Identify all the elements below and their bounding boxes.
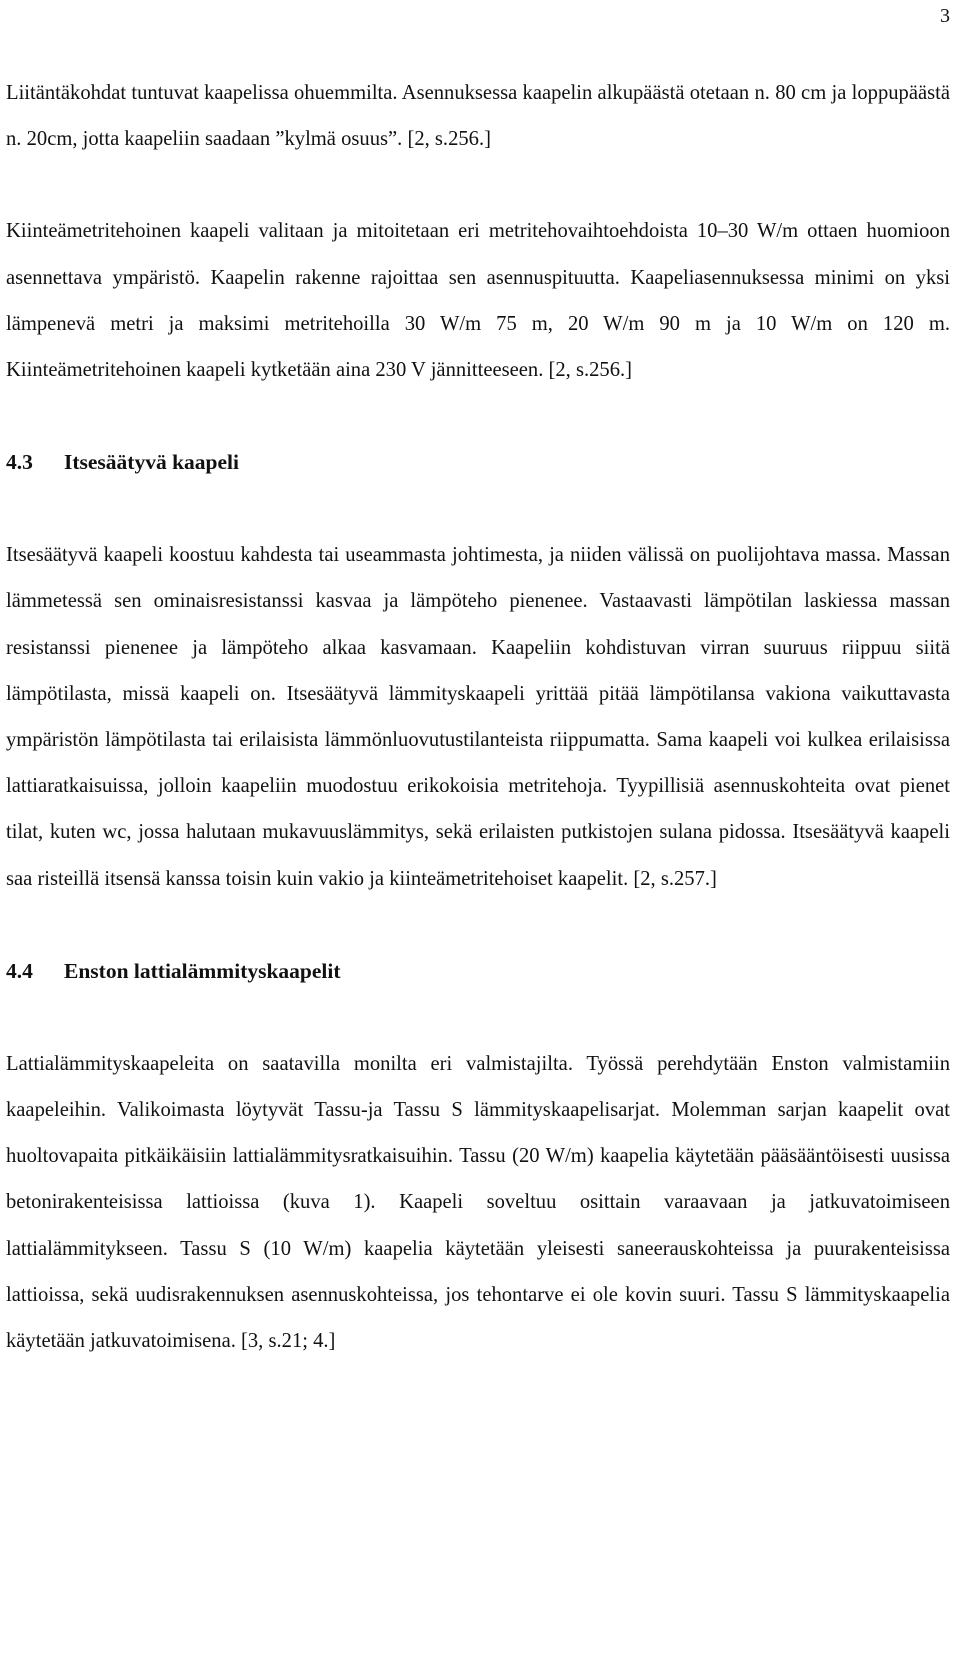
paragraph-cable-connections: Liitäntäkohdat tuntuvat kaapelissa ohuemmilta. Asennuksessa kaapelin alkupäästä otetaan n. 80 cm ja loppupäästä n. 20cm, jotta kaapeliin saadaan ”kylmä osuus”. [2, s.256.] [6, 82, 950, 151]
paragraph-fixed-power-cable: Kiinteämetritehoinen kaapeli valitaan ja mitoitetaan eri metritehovaihtoehdoista 10–30 W/m ottaen huomioon asennettava ympäristö. Kaapelin rakenne rajoittaa sen asennuspituutta. Kaapeliasennuksessa minimi on yksi lämpenevä metri ja maksimi metritehoilla 30 W/m 75 m, 20 W/m 90 m ja 10 W/m on 120 m. Kiinteämetritehoinen kaapeli kytketään aina 230 V jännitteeseen. [2, s.256.] [6, 220, 950, 382]
page-number: 3 [940, 5, 950, 27]
section-title: Enston lattialämmityskaapelit [64, 958, 341, 983]
section-heading-4-3 [6, 439, 950, 485]
section-number: 4.4 [6, 958, 33, 983]
paragraph-spacer [6, 902, 950, 948]
paragraph-spacer [6, 162, 950, 208]
paragraph-ensto-cables: Lattialämmityskaapeleita on saatavilla monilta eri valmistajilta. Työssä perehdytään Enston valmistamiin kaapeleihin. Valikoimasta löytyvät Tassu-ja Tassu S lämmityskaapelisarjat. Molemman sarjan kaapelit ovat huoltovapaita pitkäikäisiin lattialämmitysratkaisuihin. Tassu (20 W/m) kaapelia käytetään pääsääntöisesti uusissa betonirakenteisissa lattioissa (kuva 1). Kaapeli soveltuu osittain varaavaan ja jatkuvatoimiseen lattialämmitykseen. Tassu S (10 W/m) kaapelia käytetään yleisesti saneerauskohteissa ja puurakenteisissa lattioissa, sekä uudisrakennuksen asennuskohteissa, jos tehontarve ei ole kovin suuri. Tassu S lämmityskaapelia käytetään jatkuvatoimisena. [3, s.21; 4.] [6, 1052, 950, 1353]
paragraph-spacer [6, 393, 950, 439]
section-number: 4.3 [6, 450, 33, 475]
heading-spacer [6, 485, 950, 532]
section-heading-4-4 [6, 948, 950, 994]
section-title: Itsesäätyvä kaapeli [64, 450, 239, 475]
heading-spacer [6, 994, 950, 1041]
paragraph-self-regulating-cable: Itsesäätyvä kaapeli koostuu kahdesta tai useammasta johtimesta, ja niiden välissä on puolijohtava massa. Massan lämmetessä sen ominaisresistanssi kasvaa ja lämpöteho pienenee. Vastaavasti lämpötilan laskiessa massan resistanssi pienenee ja lämpöteho alkaa kasvamaan. Kaapeliin kohdistuvan virran suuruus riippuu siitä lämpötilasta, missä kaapeli on. Itsesäätyvä lämmityskaapeli yrittää pitää lämpötilansa vakiona vaikuttavasta ympäristön lämpötilasta tai erilaisista lämmönluovutustilanteista riippumatta. Sama kaapeli voi kulkea erilaisissa lattiaratkaisuissa, jolloin kaapeliin muodostuu erikokoisia metritehoja. Tyypillisiä asennuskohteita ovat pienet tilat, kuten wc, jossa halutaan mukavuuslämmitys, sekä erilaisten putkistojen sulana pidossa. Itsesäätyvä kaapeli saa risteillä itsensä kanssa toisin kuin vakio ja kiinteämetritehoiset kaapelit. [2, s.257.] [6, 544, 950, 890]
document-body [6, 70, 950, 1364]
